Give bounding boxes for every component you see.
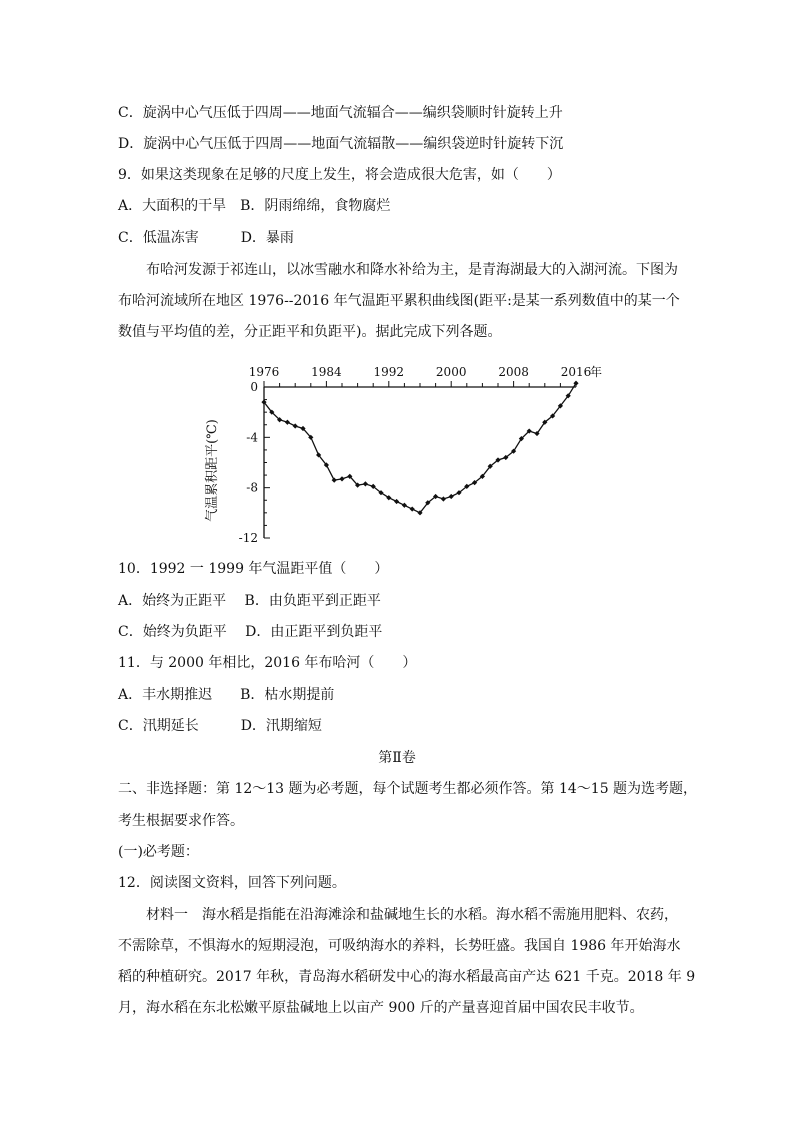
section-title: 第Ⅱ卷 — [378, 750, 416, 766]
x-axis-unit-label: 年 — [590, 365, 603, 379]
q8-option-c: C．旋涡中心气压低于四周——地面气流辐合——编织袋顺时针旋转上升 — [118, 105, 563, 121]
q9-stem: 9．如果这类现象在足够的尺度上发生，将会造成很大危害，如（ ） — [118, 167, 561, 183]
required-questions-heading: (一)必考题： — [118, 844, 199, 860]
material1-line-3: 稻的种植研究。2017 年秋，青岛海水稻研发中心的海水稻最高亩产达 621 千克。2018 年 9 — [118, 969, 696, 985]
q11-options-cd: C．汛期延长 D．汛期缩短 — [118, 718, 322, 734]
part2-instructions-line-1: 二、非选择题：第 12～13 题为必考题，每个试题考生都必须作答。第 14～15 题为选考题， — [118, 781, 698, 797]
x-tick-label: 1984 — [311, 365, 342, 379]
data-point — [293, 423, 298, 428]
data-point — [339, 476, 344, 481]
data-point — [441, 496, 446, 501]
y-tick-label: -12 — [238, 531, 258, 545]
q10-options-cd: C．始终为负距平 D．由正距平到负距平 — [118, 624, 383, 640]
intro-paragraph-line-1: 布哈河发源于祁连山，以冰雪融水和降水补给为主，是青海湖最大的入湖河流。下图为 — [146, 262, 678, 278]
x-tick-label: 1992 — [373, 365, 405, 379]
anomaly-curve — [264, 383, 576, 513]
q11-stem: 11．与 2000 年相比，2016 年布哈河（ ） — [118, 655, 417, 671]
q10-stem: 10．1992 一 1999 年气温距平值（ ） — [118, 561, 389, 577]
q8-option-d: D．旋涡中心气压低于四周——地面气流辐散——编织袋逆时针旋转下沉 — [118, 136, 564, 152]
data-point — [402, 503, 407, 508]
y-tick-label: 0 — [250, 380, 258, 394]
data-point — [449, 494, 454, 499]
q10-options-ab: A．始终为正距平 B．由负距平到正距平 — [118, 593, 381, 609]
q11-options-ab: A．丰水期推迟 B．枯水期提前 — [118, 687, 335, 703]
data-point — [285, 420, 290, 425]
y-tick-label: -8 — [246, 480, 258, 495]
data-point — [332, 478, 337, 483]
x-tick-label: 2016 — [560, 365, 592, 379]
data-point — [410, 506, 415, 511]
material1-line-1: 材料一 海水稻是指能在沿海滩涂和盐碱地生长的水稻。海水稻不需施用肥料、农药， — [146, 907, 678, 923]
chart-data-points — [261, 381, 578, 516]
temperature-anomaly-chart — [196, 352, 603, 545]
x-tick-label: 1976 — [248, 365, 280, 379]
data-point — [394, 499, 399, 504]
material1-line-4: 月，海水稻在东北松嫩平原盐碱地上以亩产 900 斤的产量喜迎首届中国农民丰收节。 — [118, 1000, 644, 1016]
q12-stem: 12．阅读图文资料，回答下列问题。 — [118, 875, 346, 891]
q9-options-cd: C．低温冻害 D．暴雨 — [118, 230, 294, 246]
intro-paragraph-line-2: 布哈河流域所在地区 1976--2016 年气温距平累积曲线图(距平:是某一系列数值中的某一个 — [118, 293, 680, 309]
chart-series-line — [264, 383, 576, 513]
q9-options-ab: A．大面积的干旱 B．阴雨绵绵，食物腐烂 — [118, 198, 391, 214]
x-tick-label: 2008 — [498, 365, 529, 379]
y-axis-label: 气温累积距平(℃) — [205, 419, 220, 522]
y-tick-label: -4 — [246, 430, 258, 445]
intro-paragraph-line-3: 数值与平均值的差，分正距平和负距平)。据此完成下列各题。 — [118, 324, 502, 340]
data-point — [363, 481, 368, 486]
part2-instructions-line-2: 考生根据要求作答。 — [118, 813, 244, 829]
material1-line-2: 不需除草，不惧海水的短期浸泡，可吸纳海水的养料，长势旺盛。我国自 1986 年开始海水 — [118, 938, 681, 954]
x-tick-label: 2000 — [435, 365, 467, 379]
